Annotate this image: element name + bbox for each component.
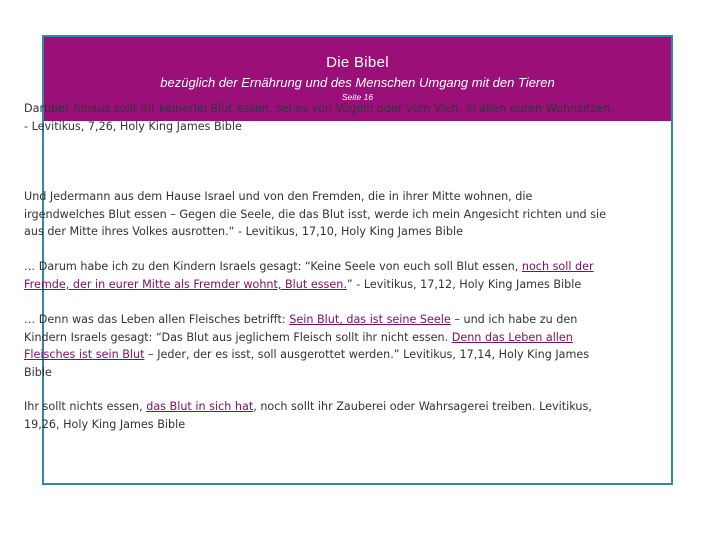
paragraph-text: … Denn was das Leben allen Fleisches betrifft: <box>24 313 290 326</box>
page-number: Seite 16 <box>341 92 374 102</box>
highlighted-phrase: Sein Blut, das ist seine Seele <box>289 313 451 326</box>
paragraph-2 <box>24 188 614 241</box>
paragraph-text: Darüber hinaus sollt ihr keinerlei Blut essen, sei es von Vögeln oder vom Vieh, in allen euren Wohnsitzen. - Levitikus, 7,26, Holy King James Bible <box>24 102 614 133</box>
paragraph-text: Ihr sollt nichts essen, <box>24 400 147 413</box>
paragraph-1 <box>24 100 614 135</box>
highlighted-phrase: noch soll der Fremde, der in eurer Mitte als Fremder wohnt, Blut essen. <box>24 260 594 291</box>
paragraph-text: … Darum habe ich zu den Kindern Israels gesagt: “Keine Seele von euch soll Blut essen, <box>24 260 522 273</box>
page-title: Die Bibel <box>326 54 389 71</box>
paragraph-text: , noch sollt ihr Zauberei oder Wahrsagerei treiben. Levitikus, 19,26, Holy King James Bible <box>24 400 592 431</box>
paragraph-text: – Jeder, der es isst, soll ausgerottet werden.” Levitikus, 17,14, Holy King James Bible <box>24 348 590 379</box>
paragraph-text: ” - Levitikus, 17,12, Holy King James Bible <box>346 277 582 291</box>
paragraph-4 <box>24 311 614 381</box>
highlighted-phrase: das Blut in sich hat <box>146 400 254 413</box>
paragraph-text: Und Jedermann aus dem Hause Israel und von den Fremden, die in ihrer Mitte wohnen, die irgendwelches Blut essen – Gegen die Seele, die das Blut isst, werde ich mein Angesicht richten und sie aus der Mitte ihres Volkes ausrotten.“ - Levitikus, 17,10, Holy King James Bible <box>24 190 607 238</box>
paragraph-5 <box>24 398 614 433</box>
page-subtitle: bezüglich der Ernährung und des Menschen Umgang mit den Tieren <box>160 75 555 90</box>
paragraph-3 <box>24 258 614 293</box>
paragraph-text: – und ich habe zu den Kindern Israels gesagt: “Das Blut aus jeglichem Fleisch sollt ihr nicht essen. <box>24 313 578 344</box>
highlighted-phrase: Denn das Leben allen Fleisches ist sein Blut <box>24 330 573 361</box>
